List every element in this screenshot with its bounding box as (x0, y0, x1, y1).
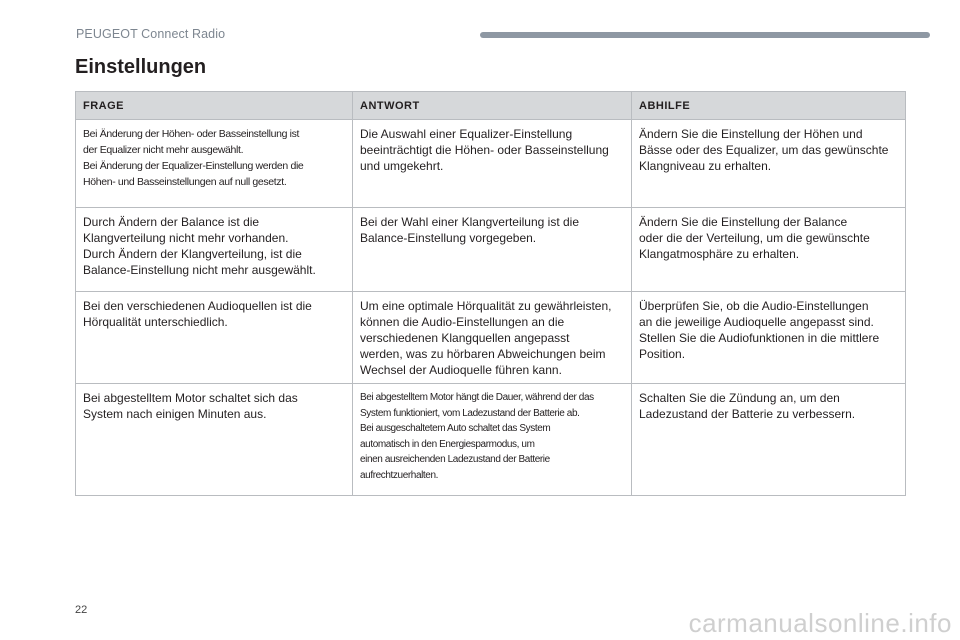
header-bar (480, 32, 930, 38)
abhilfe-cell: Ändern Sie die Einstellung der Balance oder die der Verteilung, um die gewünschte Klangatmosphäre zu erhalten. (632, 208, 906, 292)
frage-cell: Bei den verschiedenen Audioquellen ist die Hörqualität unterschiedlich. (76, 292, 353, 384)
table-row (76, 120, 906, 208)
page-title: Einstellungen (75, 56, 207, 78)
abhilfe-cell: Ändern Sie die Einstellung der Höhen und Bässe oder des Equalizer, um das gewünschte Klangniveau zu erhalten. (632, 120, 906, 208)
frage-cell: Bei abgestelltem Motor schaltet sich das System nach einigen Minuten aus. (76, 384, 353, 496)
antwort-cell: Die Auswahl einer Equalizer-Einstellung beeinträchtigt die Höhen- oder Basseinstellung und umgekehrt. (353, 120, 632, 208)
watermark: carmanualsonline.info (688, 608, 952, 638)
table-row (76, 292, 906, 384)
column-header-abhilfe: ABHILFE (632, 92, 906, 120)
header-label: PEUGEOT Connect Radio (76, 27, 226, 41)
antwort-cell: Bei abgestelltem Motor hängt die Dauer, während der das System funktioniert, vom Ladezustand der Batterie ab. Bei ausgeschaltetem Auto schaltet das System automatisch in den Energiesparmodus, um einen ausreichenden Ladezustand der Batterie aufrechtzuerhalten. (353, 384, 632, 496)
column-header-antwort: ANTWORT (353, 92, 632, 120)
antwort-cell: Um eine optimale Hörqualität zu gewährleisten, können die Audio-Einstellungen an die verschiedenen Klangquellen angepasst werden, was zu hörbaren Abweichungen beim Wechsel der Audioquelle führen kann. (353, 292, 632, 384)
frage-cell: Durch Ändern der Balance ist die Klangverteilung nicht mehr vorhanden. Durch Ändern der Klangverteilung, ist die Balance-Einstellung nicht mehr ausgewählt. (76, 208, 353, 292)
column-header-frage: FRAGE (76, 92, 353, 120)
abhilfe-cell: Schalten Sie die Zündung an, um den Ladezustand der Batterie zu verbessern. (632, 384, 906, 496)
table-header-row (76, 92, 906, 120)
faq-table (75, 91, 906, 496)
table-row (76, 208, 906, 292)
antwort-cell: Bei der Wahl einer Klangverteilung ist die Balance-Einstellung vorgegeben. (353, 208, 632, 292)
frage-cell: Bei Änderung der Höhen- oder Basseinstellung ist der Equalizer nicht mehr ausgewählt. Bei Änderung der Equalizer-Einstellung werden die Höhen- und Basseinstellungen auf null gesetzt. (76, 120, 353, 208)
table-row (76, 384, 906, 496)
page-number: 22 (75, 604, 88, 616)
abhilfe-cell: Überprüfen Sie, ob die Audio-Einstellungen an die jeweilige Audioquelle angepasst sind. Stellen Sie die Audiofunktionen in die mittlere Position. (632, 292, 906, 384)
